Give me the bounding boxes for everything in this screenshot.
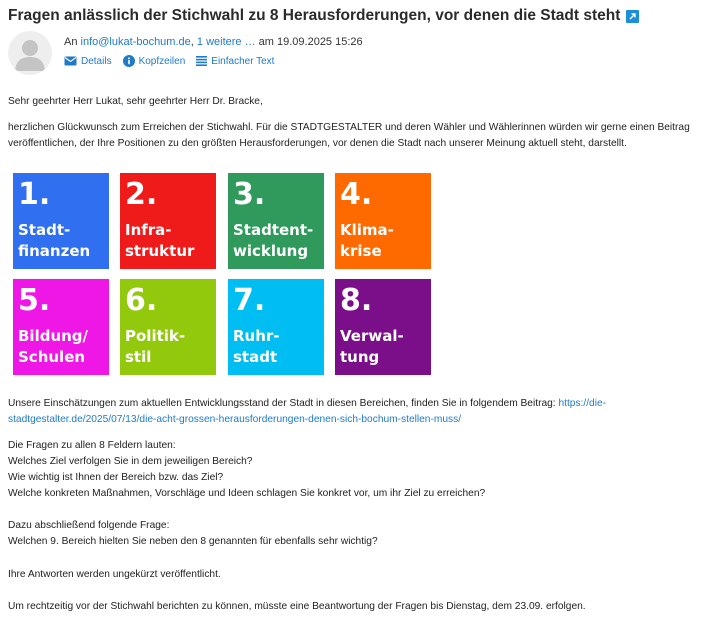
tile-6 xyxy=(120,279,216,375)
question-3: Welche konkreten Maßnahmen, Vorschläge und Ideen schlagen Sie konkret vor, um ihr Ziel zu erreichen? xyxy=(8,488,486,499)
open-external-icon[interactable] xyxy=(626,10,639,23)
plain-text-button[interactable] xyxy=(196,55,274,67)
date-prefix: am xyxy=(258,36,274,48)
reference-line-2 xyxy=(8,412,708,428)
tile-label: Stadt- finanzen xyxy=(18,221,91,260)
intro-line-2: veröffentlichen, der Ihre Positionen zu den größten Herausforderungen, vor denen die Stadt nach unserer Meinung aktuell steht, darstellt. xyxy=(8,138,627,149)
intro-paragraph xyxy=(8,120,708,152)
extra-question-intro: Dazu abschließend folgende Frage: xyxy=(8,520,170,531)
reference-line-1 xyxy=(8,396,708,412)
question-1: Welches Ziel verfolgen Sie in dem jeweiligen Bereich? xyxy=(8,456,253,467)
extra-question-block xyxy=(8,518,708,550)
tile-4 xyxy=(335,173,431,269)
tile-label: Verwal- tung xyxy=(340,327,404,366)
more-recipients-link[interactable]: 1 weitere … xyxy=(196,36,256,48)
deadline-note: Um rechtzeitig vor der Stichwahl berichten zu können, müsste eine Beantwortung der Fragen bis Dienstag, dem 23.09. erfolgen. xyxy=(8,601,586,612)
tile-2 xyxy=(120,173,216,269)
tile-number: 7. xyxy=(233,283,266,318)
tile-number: 1. xyxy=(18,177,51,212)
tile-number: 4. xyxy=(340,177,373,212)
tile-8 xyxy=(335,279,431,375)
reference-text: Unsere Einschätzungen zum aktuellen Entwicklungsstand der Stadt in diesen Bereichen, finden Sie in folgendem Beitrag: xyxy=(8,398,556,409)
tile-label: Stadtent- wicklung xyxy=(233,221,314,260)
question-2: Wie wichtig ist Ihnen der Bereich bzw. das Ziel? xyxy=(8,472,224,483)
subject-text: Fragen anlässlich der Stichwahl zu 8 Herausforderungen, vor denen die Stadt steht xyxy=(8,7,621,24)
tile-number: 6. xyxy=(125,283,158,318)
questions-intro: Die Fragen zu allen 8 Feldern lauten: xyxy=(8,440,176,451)
tile-1 xyxy=(13,173,109,269)
tile-label: Klima- krise xyxy=(340,221,394,260)
greeting: Sehr geehrter Herr Lukat, sehr geehrter Herr Dr. Bracke, xyxy=(8,96,263,107)
published-note: Ihre Antworten werden ungekürzt veröffentlicht. xyxy=(8,569,221,580)
headers-label: Kopfzeilen xyxy=(138,55,186,67)
sent-date: 19.09.2025 15:26 xyxy=(277,36,363,48)
email-subject xyxy=(8,7,639,25)
recipient-line xyxy=(64,36,363,48)
to-prefix: An xyxy=(64,36,78,48)
tile-3 xyxy=(228,173,324,269)
tile-label: Infra- struktur xyxy=(125,221,195,260)
tile-number: 2. xyxy=(125,177,158,212)
challenges-image xyxy=(13,173,432,375)
tile-label: Politik- stil xyxy=(125,327,186,366)
details-button[interactable] xyxy=(64,55,112,67)
tile-label: Ruhr- stadt xyxy=(233,327,280,366)
plain-text-label: Einfacher Text xyxy=(211,55,275,67)
details-label: Details xyxy=(81,55,112,67)
envelope-icon xyxy=(64,56,77,66)
info-icon xyxy=(123,55,135,67)
article-link-part-1[interactable]: https://die- xyxy=(558,398,607,409)
headers-button[interactable] xyxy=(123,55,186,67)
sender-avatar xyxy=(8,31,52,75)
tile-number: 8. xyxy=(340,283,373,318)
tile-5 xyxy=(13,279,109,375)
message-actions xyxy=(64,55,274,67)
tile-label: Bildung/ Schulen xyxy=(18,327,89,366)
extra-question: Welchen 9. Bereich hielten Sie neben den 8 genannten für ebenfalls sehr wichtig? xyxy=(8,536,378,547)
reference-paragraph xyxy=(8,396,708,428)
tile-7 xyxy=(228,279,324,375)
tile-number: 5. xyxy=(18,283,51,318)
questions-block xyxy=(8,438,708,502)
article-link-part-2[interactable]: stadtgestalter.de/2025/07/13/die-acht-grossen-herausforderungen-denen-sich-bochum-stellen-muss/ xyxy=(8,414,462,425)
intro-line-1: herzlichen Glückwunsch zum Erreichen der Stichwahl. Für die STADTGESTALTER und deren Wähler und Wählerinnen würden wir gerne einen Beitrag xyxy=(8,122,690,133)
recipient-address-link[interactable]: info@lukat-bochum.de xyxy=(80,36,191,48)
text-lines-icon xyxy=(196,56,207,66)
recipient-separator: , xyxy=(190,36,194,48)
tile-number: 3. xyxy=(233,177,266,212)
